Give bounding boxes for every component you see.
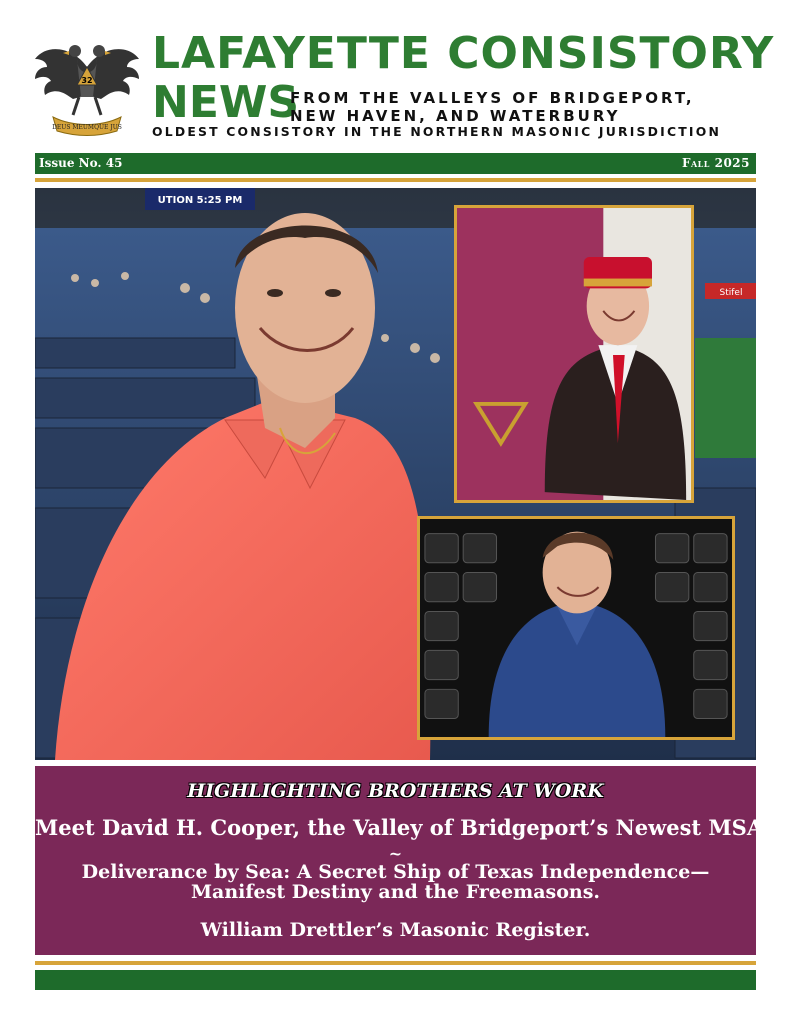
issue-number: Issue No. 45 [39,156,123,170]
feature-box [35,766,771,955]
feature-headline-1[interactable]: Meet David H. Cooper, the Valley of Bridgeport’s Newest MSA. [35,815,771,840]
inset-photo-keyboard [417,516,735,740]
feature-separator: ~ [388,844,403,863]
inset-photo-fez [454,205,694,503]
feature-headline-2[interactable] [35,862,756,902]
masthead-tagline: OLDEST CONSISTORY IN THE NORTHERN MASONIC JURISDICTION [152,124,722,139]
feature-kicker: HIGHLIGHTING BROTHERS AT WORK [187,780,604,802]
stadium-sign: Stifel [719,288,743,298]
masthead-subtitle-line2: NEW HAVEN, AND WATERBURY [290,107,621,125]
masthead-title: LAFAYETTE CONSISTORY [152,28,775,79]
issue-bar [35,153,756,174]
scoreboard-text: UTION 5:25 PM [157,195,243,206]
issue-season: Fall 2025 [681,156,750,170]
bottom-green-bar [35,970,756,990]
gold-rule-top [35,178,756,182]
masthead-subtitle-line1: FROM THE VALLEYS OF BRIDGEPORT, [290,89,695,107]
feature-headline-3[interactable]: William Drettler’s Masonic Register. [200,919,591,941]
feature-headline-2-line1: Deliverance by Sea: A Secret Ship of Texas Independence— [81,861,710,883]
masthead-news: NEWS [152,77,300,128]
feature-headline-2-line2: Manifest Destiny and the Freemasons. [190,881,601,903]
logo-motto: DEUS MEUMQUE JUS [52,124,122,131]
gold-rule-bottom [35,961,756,965]
double-headed-eagle-logo [33,37,141,141]
logo-emblem: 32 [81,76,93,85]
